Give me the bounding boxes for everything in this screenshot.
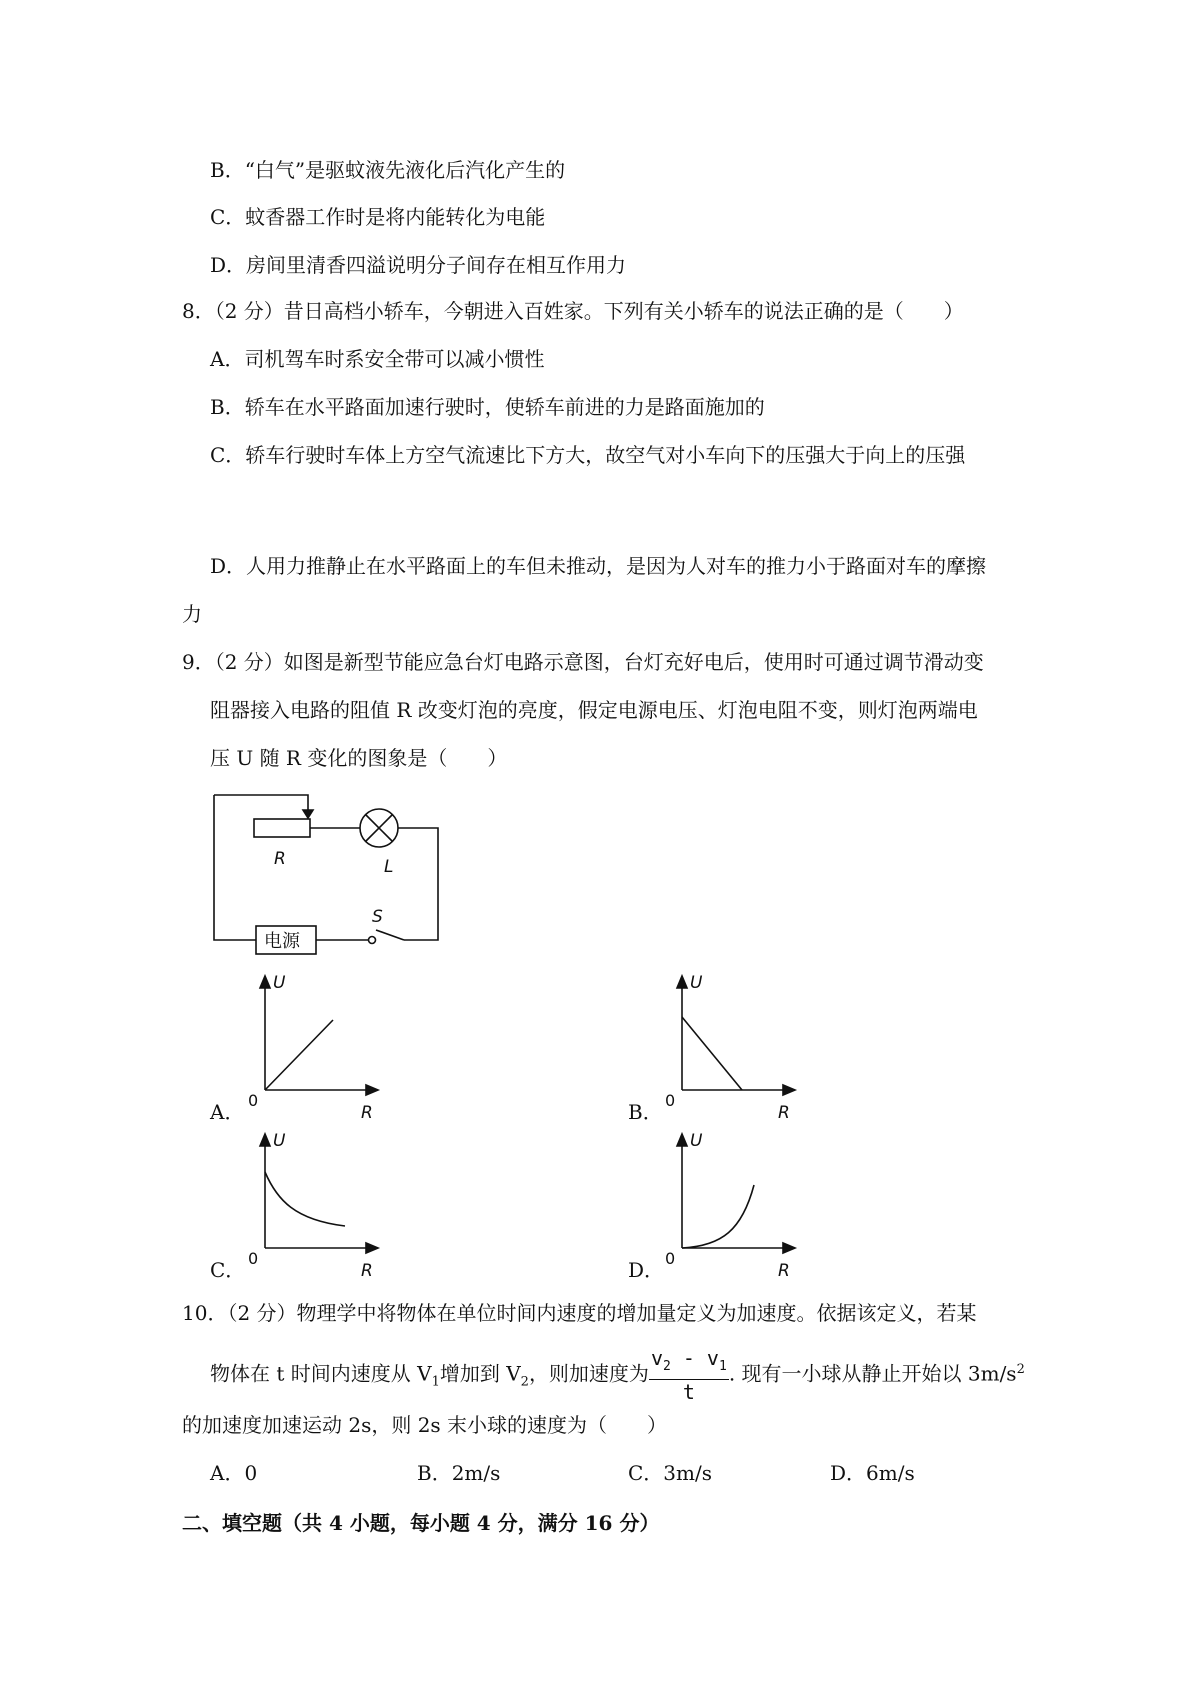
graph-d-origin: 0	[665, 1249, 676, 1268]
q8-option-d-cont: 力	[182, 602, 202, 626]
graph-b-label: B．	[628, 1100, 663, 1124]
graph-b-origin: 0	[665, 1091, 676, 1110]
acceleration-fraction	[649, 1346, 729, 1404]
graph-b-x-label: R	[778, 1103, 790, 1122]
q10-text-b: 增加到 V	[439, 1361, 521, 1386]
graph-c-x-label: R	[361, 1261, 373, 1280]
q10-text-c: ，则加速度为	[528, 1361, 649, 1386]
frac-num-sub2: 2	[662, 1359, 671, 1374]
switch-label: S	[372, 907, 383, 927]
q10-text-a: 物体在 t 时间内速度从 V	[210, 1361, 432, 1386]
q9-stem-3: 压 U 随 R 变化的图象是（ ）	[210, 746, 508, 770]
graph-d-label: D．	[628, 1258, 665, 1282]
q7-option-d: D．房间里清香四溢说明分子间存在相互作用力	[210, 253, 627, 277]
q10-stem-2	[210, 1346, 1025, 1404]
q8-option-c: C．轿车行驶时车体上方空气流速比下方大，故空气对小车向下的压强大于向上的压强	[210, 443, 966, 467]
q8-stem: 8．（2 分）昔日高档小轿车，今朝进入百姓家。下列有关小轿车的说法正确的是（ ）	[182, 299, 964, 323]
q10-option-d: D．6m/s	[830, 1461, 915, 1485]
frac-num-v2: v	[650, 1346, 663, 1370]
power-source-label: 电源	[264, 931, 300, 952]
graph-d-y-label: U	[690, 1131, 703, 1151]
q7-option-c: C．蚊香器工作时是将内能转化为电能	[210, 205, 546, 229]
graph-c-label: C．	[210, 1258, 246, 1282]
frac-num-v1: - v	[670, 1346, 719, 1370]
q9-stem-1: 9．（2 分）如图是新型节能应急台灯电路示意图，台灯充好电后，使用时可通过调节滑动变	[182, 650, 984, 674]
graph-c-origin: 0	[248, 1249, 259, 1268]
resistor-label: R	[274, 849, 286, 869]
q7-option-b: B．“白气”是驱蚊液先液化后汽化产生的	[210, 158, 566, 182]
q10-stem-3: 的加速度加速运动 2s，则 2s 末小球的速度为（ ）	[182, 1413, 668, 1437]
graph-a-label: A．	[210, 1100, 245, 1124]
q10-option-a: A．0	[210, 1461, 258, 1485]
q10-sub-2: 2	[520, 1374, 529, 1390]
q10-text-d: . 现有一小球从静止开始以 3m/s	[728, 1361, 1017, 1386]
q10-option-c: C．3m/s	[628, 1461, 712, 1485]
graph-a-x-label: R	[361, 1103, 373, 1122]
lamp-label: L	[384, 857, 394, 877]
graph-d	[662, 1130, 802, 1280]
graph-a-y-label: U	[273, 973, 286, 993]
q10-sub-1: 1	[431, 1374, 440, 1390]
graph-c-y-label: U	[273, 1131, 286, 1151]
q8-option-d: D．人用力推静止在水平路面上的车但未推动，是因为人对车的推力小于路面对车的摩擦	[210, 554, 987, 578]
graph-a	[245, 972, 385, 1122]
graph-d-x-label: R	[778, 1261, 790, 1280]
frac-num-sub1: 1	[718, 1359, 727, 1374]
graph-b-y-label: U	[690, 973, 703, 993]
q10-option-b: B．2m/s	[417, 1461, 501, 1485]
q9-stem-2: 阻器接入电路的阻值 R 改变灯泡的亮度，假定电源电压、灯泡电阻不变，则灯泡两端电	[210, 698, 978, 722]
q10-sup-2: 2	[1016, 1361, 1025, 1377]
frac-den: t	[682, 1380, 695, 1404]
circuit-diagram	[200, 790, 450, 970]
section-2-heading: 二、填空题（共 4 小题，每小题 4 分，满分 16 分）	[182, 1511, 660, 1535]
graph-b	[662, 972, 802, 1122]
q10-stem-1: 10．（2 分）物理学中将物体在单位时间内速度的增加量定义为加速度。依据该定义，若某	[182, 1301, 977, 1325]
q8-option-a: A．司机驾车时系安全带可以减小惯性	[210, 347, 545, 371]
graph-c	[245, 1130, 385, 1280]
q8-option-b: B．轿车在水平路面加速行驶时，使轿车前进的力是路面施加的	[210, 395, 765, 419]
graph-a-origin: 0	[248, 1091, 259, 1110]
